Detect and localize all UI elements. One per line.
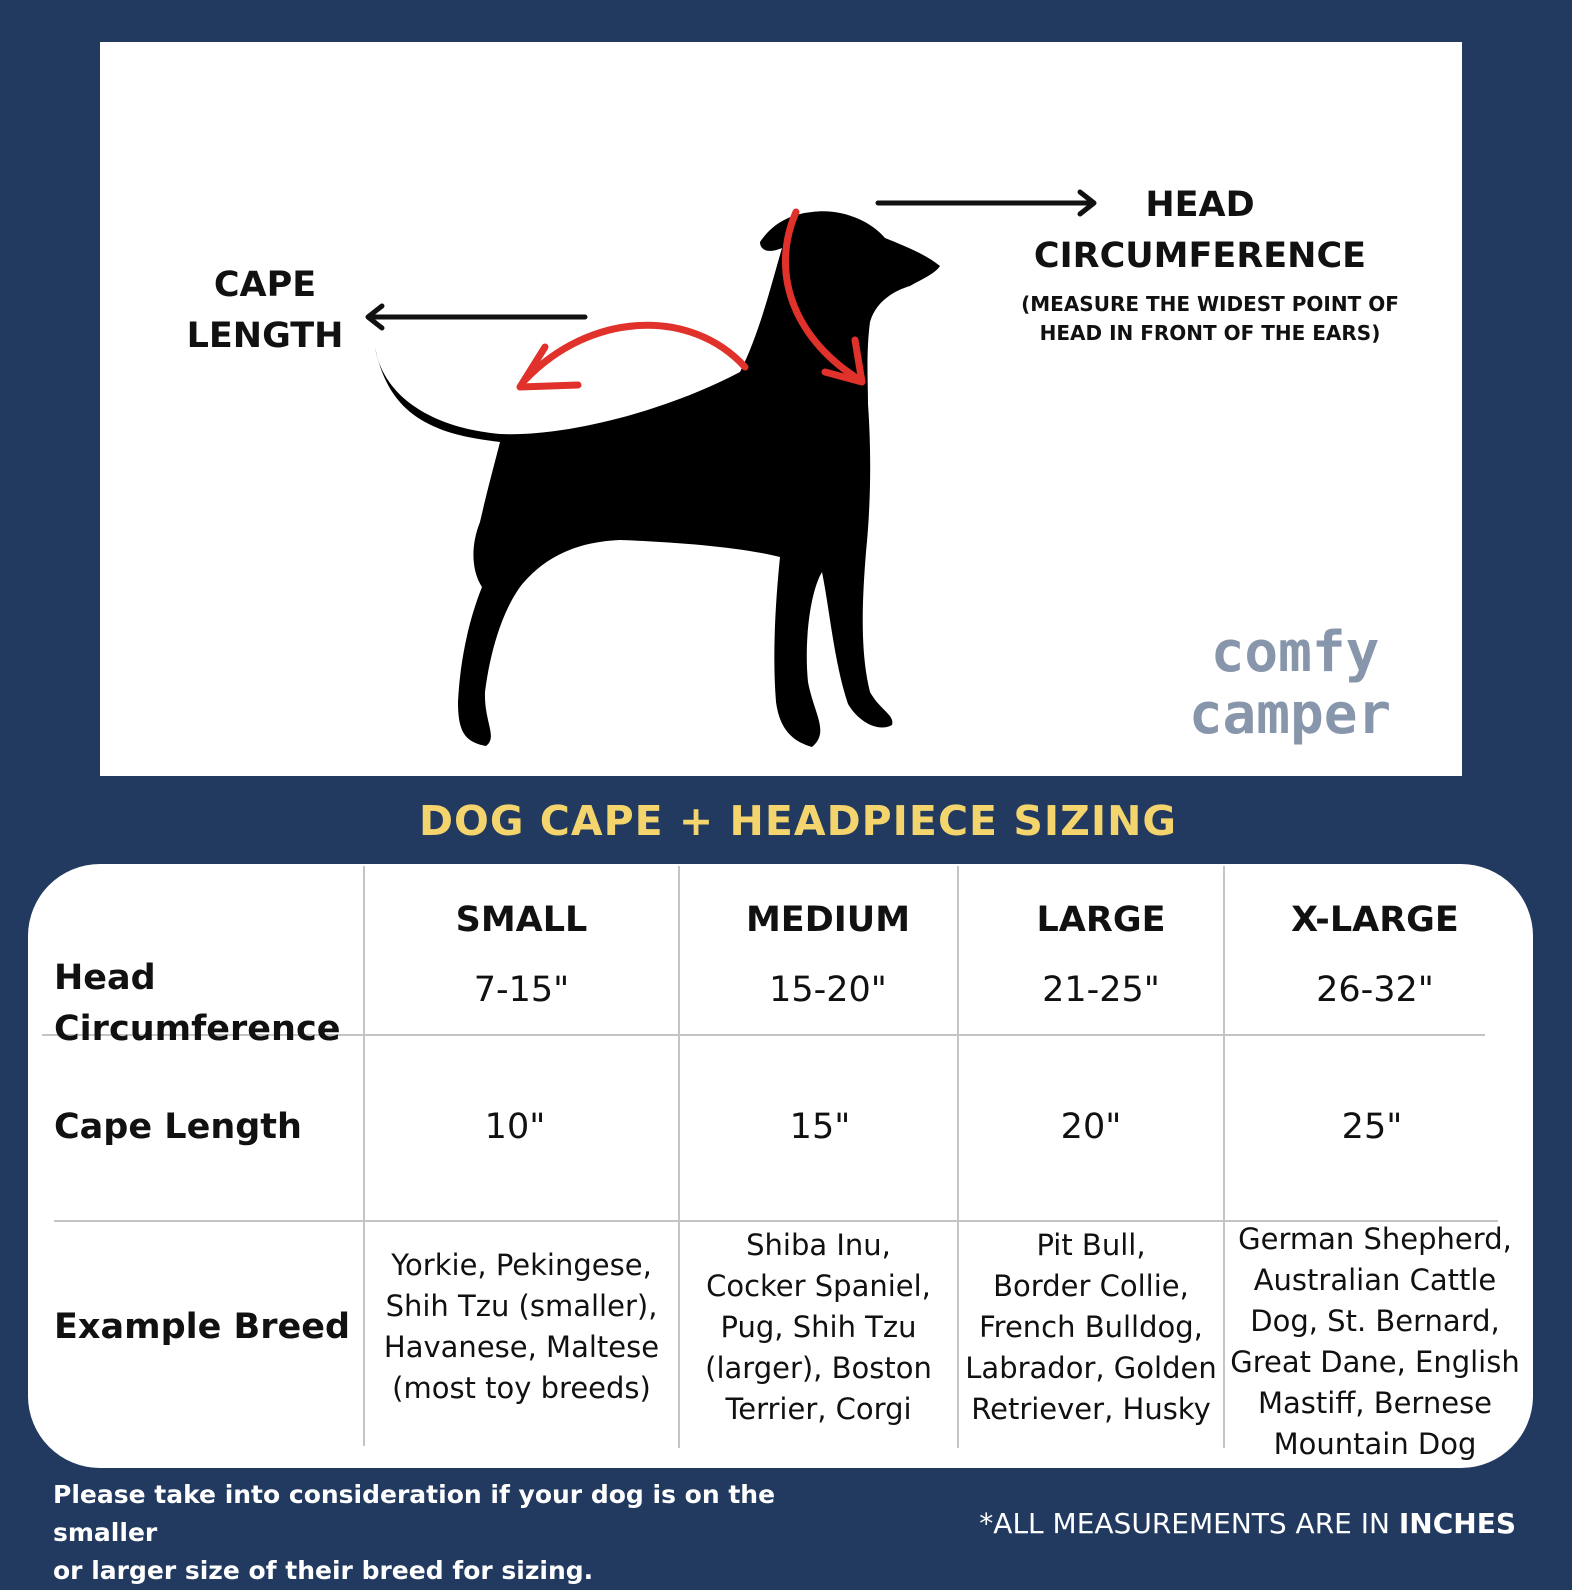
head-circumference-label [1010,180,1390,282]
breed-line: Pug, Shih Tzu [720,1309,917,1344]
size-header-small [365,876,678,1034]
breed-line: Labrador, Golden [965,1350,1217,1385]
breed-line: French Bulldog, [979,1309,1203,1344]
cape-length-value: 25" [1341,1107,1403,1147]
breed-list-small [365,1222,678,1432]
breed-line: Mountain Dog [1273,1427,1477,1461]
breed-line: Shih Tzu (smaller), [385,1289,658,1323]
breed-line: Mastiff, Bernese [1257,1386,1493,1420]
breed-list-large [959,1222,1223,1432]
cape-length-value: 15" [789,1107,851,1147]
head-label-line: HEAD [1145,185,1255,225]
head-circumference-value: 26-32" [1316,970,1434,1010]
breed-line: Yorkie, Pekingese, [391,1248,652,1282]
brand-logo-line: camper [1188,682,1392,747]
head-note-line: (MEASURE THE WIDEST POINT OF [1021,292,1399,316]
sizing-note [53,1476,873,1590]
breed-line: Shiba Inu, [746,1227,891,1262]
breed-line: German Shepherd, [1238,1222,1512,1256]
row-header-line: Cape Length [54,1106,302,1147]
units-note-unit: INCHES [1398,1507,1516,1540]
size-name: LARGE [1036,900,1166,940]
breed-line: Havanese, Maltese [383,1330,660,1364]
breed-list-x-large [1225,1220,1525,1464]
head-circumference-value: 21-25" [1042,970,1160,1010]
row-header-example-breed [54,1222,364,1432]
cape-length-value: 20" [1060,1107,1122,1147]
breed-line: Border Collie, [993,1268,1189,1303]
breed-line: Australian Cattle [1253,1263,1497,1297]
size-header-large [959,876,1243,1034]
breed-line: Terrier, Corgi [725,1391,912,1426]
cape-length-label [170,260,360,362]
sizing-table [28,864,1533,1468]
row-header-cape-length [54,1036,364,1218]
head-circumference-value: 7-15" [473,970,570,1010]
row-header-line: Head [54,958,156,998]
breed-list-medium [680,1222,957,1432]
brand-logo [1188,620,1395,747]
breed-line: Pit Bull, [1036,1227,1146,1262]
sizing-note-line: Please take into consideration if your dog is on the smaller [53,1480,776,1547]
head-note-line: HEAD IN FRONT OF THE EARS) [1039,321,1381,345]
diagram-panel [100,42,1462,776]
cape-pointer-arrow [368,306,585,328]
breed-line: Retriever, Husky [971,1391,1211,1426]
units-note [900,1505,1516,1543]
units-note-prefix: *ALL MEASUREMENTS ARE IN [979,1507,1390,1540]
brand-logo-line: comfy [1210,620,1380,685]
dog-silhouette [375,211,940,747]
size-header-medium [680,876,976,1034]
head-label-line: CIRCUMFERENCE [1033,236,1367,276]
size-header-x-large [1225,876,1525,1034]
cape-length-value: 10" [484,1107,546,1147]
breed-line: (most toy breeds) [392,1371,651,1405]
size-name: SMALL [455,900,588,940]
head-circumference-value: 15-20" [769,970,887,1010]
cape-label-line: CAPE [213,265,317,305]
size-name: X-LARGE [1291,900,1459,940]
size-name: MEDIUM [745,900,911,940]
breed-line: Cocker Spaniel, [706,1268,931,1303]
breed-line: (larger), Boston [705,1350,932,1385]
breed-line: Great Dane, English [1230,1345,1520,1379]
row-header-line: Example Breed [54,1306,351,1347]
sizing-note-line: or larger size of their breed for sizing. [53,1556,594,1585]
cape-label-line: LENGTH [186,316,344,356]
breed-line: Dog, St. Bernard, [1250,1304,1500,1338]
page-title: DOG CAPE + HEADPIECE SIZING [418,797,1178,845]
head-measure-note [1000,290,1420,348]
row-header-line: Circumference [54,1009,341,1049]
cape-measure-arrow [520,325,745,387]
